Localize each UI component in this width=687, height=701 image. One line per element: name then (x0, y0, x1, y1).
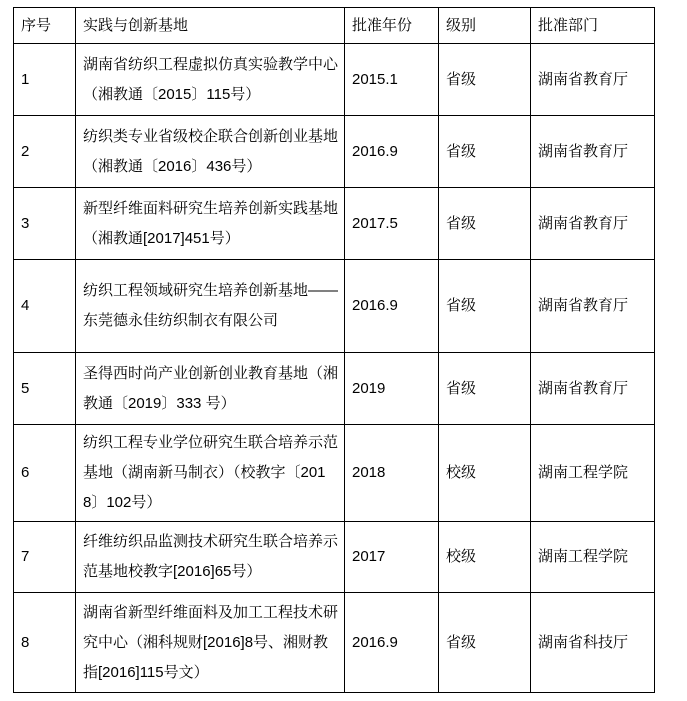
practice-bases-table (13, 7, 655, 693)
base-name-cell: 圣得西时尚产业创新创业教育基地（湘教通〔2019〕333 号） (76, 353, 345, 425)
level-cell: 校级 (439, 522, 531, 593)
level-cell: 省级 (439, 44, 531, 116)
row-number-cell: 4 (14, 260, 76, 353)
base-name-cell: 湖南省纺织工程虚拟仿真实验教学中心（湘教通〔2015〕115号） (76, 44, 345, 116)
level-cell: 省级 (439, 116, 531, 188)
approval-dept-cell: 湖南省科技厅 (531, 593, 655, 693)
table-row (14, 593, 655, 693)
level-cell: 省级 (439, 593, 531, 693)
approval-year-cell: 2016.9 (345, 260, 439, 353)
row-number-cell: 8 (14, 593, 76, 693)
approval-year-cell: 2015.1 (345, 44, 439, 116)
table-row (14, 425, 655, 522)
column-header-base: 实践与创新基地 (76, 8, 345, 44)
approval-dept-cell: 湖南省教育厅 (531, 260, 655, 353)
table-row (14, 188, 655, 260)
row-number-cell: 1 (14, 44, 76, 116)
base-name-cell: 纤维纺织品监测技术研究生联合培养示范基地校教字[2016]65号） (76, 522, 345, 593)
approval-dept-cell: 湖南省教育厅 (531, 353, 655, 425)
approval-dept-cell: 湖南省教育厅 (531, 44, 655, 116)
level-cell: 省级 (439, 260, 531, 353)
base-name-cell: 纺织工程专业学位研究生联合培养示范基地（湖南新马制衣）（校教字〔2018〕102号） (76, 425, 345, 522)
table-row (14, 116, 655, 188)
approval-year-cell: 2016.9 (345, 593, 439, 693)
table-row (14, 353, 655, 425)
approval-dept-cell: 湖南省教育厅 (531, 188, 655, 260)
column-header-number: 序号 (14, 8, 76, 44)
header-row (14, 8, 655, 44)
row-number-cell: 6 (14, 425, 76, 522)
table-row (14, 260, 655, 353)
table-row (14, 44, 655, 116)
approval-year-cell: 2018 (345, 425, 439, 522)
base-name-cell: 新型纤维面料研究生培养创新实践基地（湘教通[2017]451号） (76, 188, 345, 260)
level-cell: 校级 (439, 425, 531, 522)
approval-dept-cell: 湖南工程学院 (531, 425, 655, 522)
table-row (14, 522, 655, 593)
approval-year-cell: 2019 (345, 353, 439, 425)
level-cell: 省级 (439, 188, 531, 260)
column-header-dept: 批准部门 (531, 8, 655, 44)
row-number-cell: 3 (14, 188, 76, 260)
row-number-cell: 7 (14, 522, 76, 593)
approval-year-cell: 2016.9 (345, 116, 439, 188)
approval-year-cell: 2017.5 (345, 188, 439, 260)
column-header-year: 批准年份 (345, 8, 439, 44)
column-header-level: 级别 (439, 8, 531, 44)
level-cell: 省级 (439, 353, 531, 425)
base-name-cell: 纺织类专业省级校企联合创新创业基地（湘教通〔2016〕436号） (76, 116, 345, 188)
base-name-cell: 湖南省新型纤维面料及加工工程技术研究中心（湘科规财[2016]8号、湘财教指[2016]115号文） (76, 593, 345, 693)
row-number-cell: 5 (14, 353, 76, 425)
approval-year-cell: 2017 (345, 522, 439, 593)
base-name-cell: 纺织工程领域研究生培养创新基地——东莞德永佳纺织制衣有限公司 (76, 260, 345, 353)
approval-dept-cell: 湖南工程学院 (531, 522, 655, 593)
row-number-cell: 2 (14, 116, 76, 188)
approval-dept-cell: 湖南省教育厅 (531, 116, 655, 188)
